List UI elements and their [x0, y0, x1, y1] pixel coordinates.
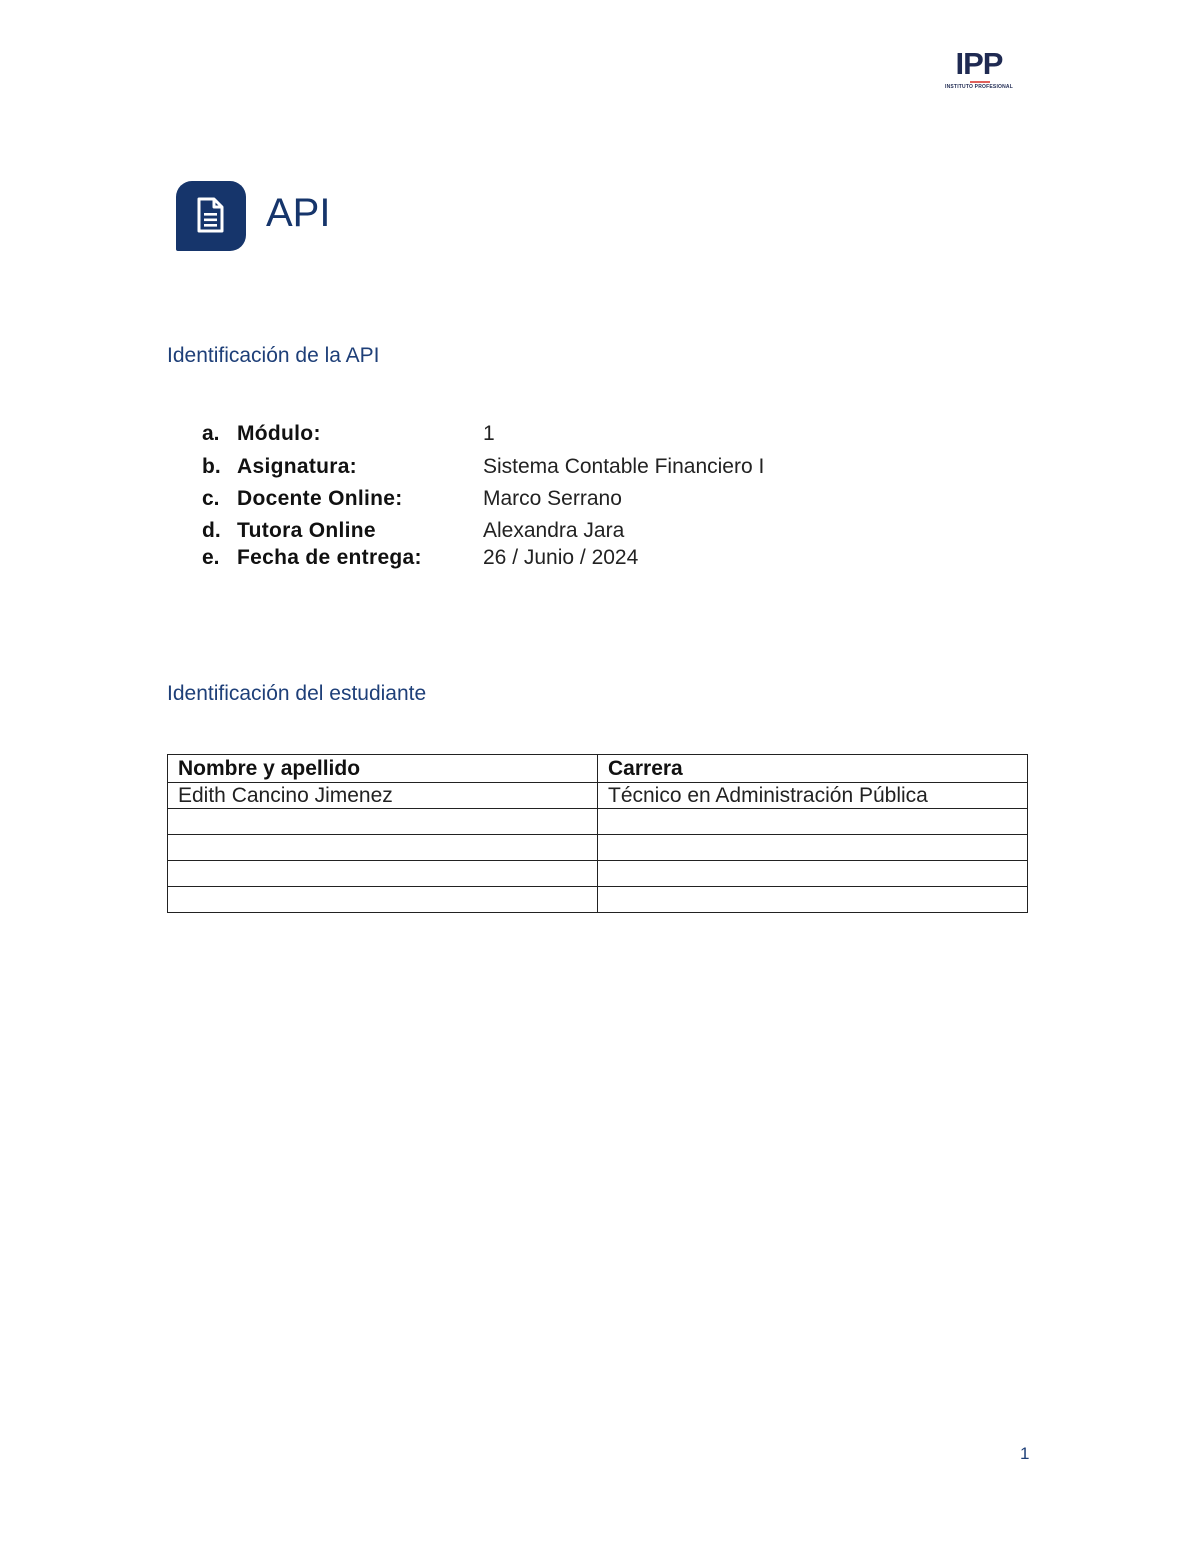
page-number: 1 [1020, 1444, 1030, 1463]
table-cell-career [598, 887, 1028, 913]
table-cell-name: Edith Cancino Jimenez [168, 783, 598, 809]
info-value: Sistema Contable Financiero I [483, 455, 765, 478]
column-header-career: Carrera [598, 755, 1028, 783]
page-title: API [266, 191, 331, 235]
column-header-name: Nombre y apellido [168, 755, 598, 783]
info-row-subject [200, 453, 850, 481]
table-cell-career [598, 861, 1028, 887]
table-cell-name [168, 809, 598, 835]
student-identification-heading: Identificación del estudiante [167, 682, 427, 705]
info-row-due-date [200, 544, 850, 572]
info-label: Módulo: [237, 422, 321, 445]
document-icon [176, 181, 246, 251]
table-cell-name [168, 835, 598, 861]
student-table [167, 754, 1028, 913]
info-letter: e. [202, 546, 220, 569]
info-letter: b. [202, 455, 221, 478]
table-cell-career: Técnico en Administración Pública [598, 783, 1028, 809]
info-label: Fecha de entrega: [237, 546, 422, 569]
info-value: 26 / Junio / 2024 [483, 546, 639, 569]
info-label: Tutora Online [237, 519, 376, 542]
info-letter: c. [202, 487, 220, 510]
table-cell-career [598, 835, 1028, 861]
api-identification-heading: Identificación de la API [167, 344, 380, 367]
info-row-teacher [200, 485, 850, 513]
table-header-row [168, 755, 1028, 783]
logo-accent-line [970, 81, 990, 83]
table-row [168, 809, 1028, 835]
table-row [168, 861, 1028, 887]
table-row [168, 783, 1028, 809]
info-letter: d. [202, 519, 221, 542]
institution-logo [940, 48, 1018, 92]
info-value: Alexandra Jara [483, 519, 625, 542]
table-cell-name [168, 887, 598, 913]
table-cell-career [598, 809, 1028, 835]
table-row [168, 887, 1028, 913]
info-label: Asignatura: [237, 455, 357, 478]
info-value: Marco Serrano [483, 487, 622, 510]
logo-mark: IPP [955, 46, 1003, 81]
logo-subtitle: INSTITUTO PROFESIONAL [945, 84, 1013, 90]
info-label: Docente Online: [237, 487, 403, 510]
info-letter: a. [202, 422, 220, 445]
table-cell-name [168, 861, 598, 887]
info-value: 1 [483, 422, 495, 445]
info-row-module [200, 420, 850, 448]
table-row [168, 835, 1028, 861]
info-row-tutor [200, 517, 850, 545]
